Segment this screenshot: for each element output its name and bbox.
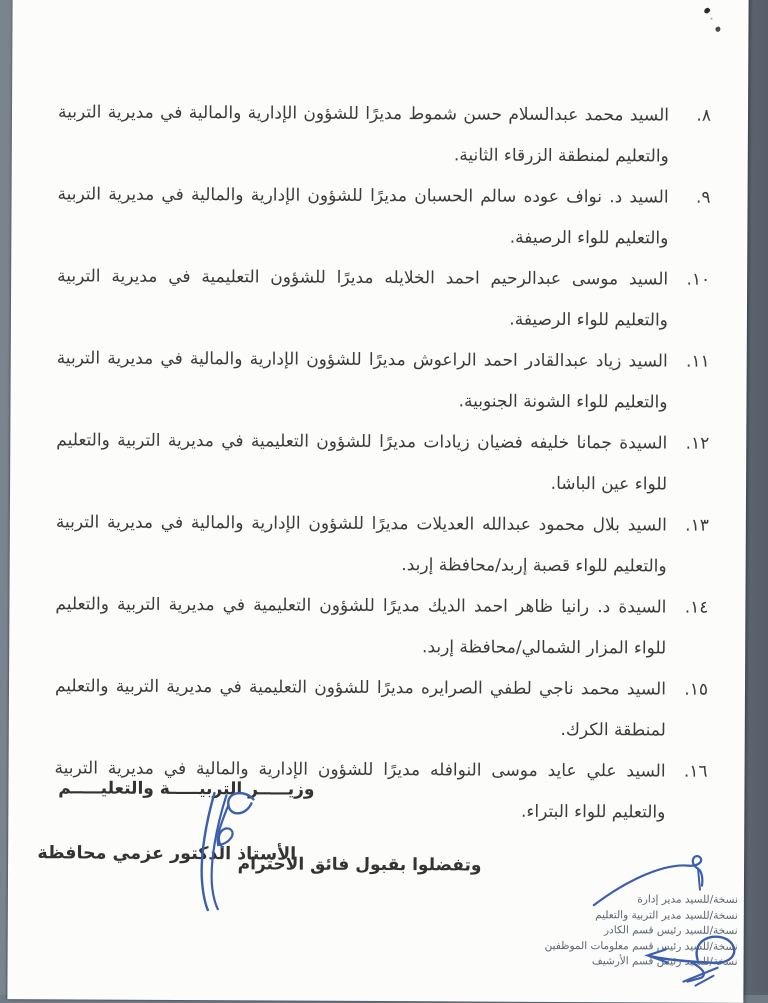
list-item: [55, 666, 710, 751]
cc-line: نسخة/للسيد رئيس قسم الأرشيف: [591, 955, 738, 968]
item-number: ١٦.: [683, 761, 708, 782]
list-item: [56, 420, 711, 505]
item-number: ٩.: [695, 187, 711, 208]
cc-line: نسخة/للسيد مدير إدارة: [637, 893, 738, 906]
item-text: السيدة د. رانيا ظاهر احمد الديك مديرًا للشؤون التعليمية في مديرية التربية والتعليم للواء المزار الشمالي/محافظة إربد.: [55, 594, 667, 659]
item-text: السيد علي عايد موسى النوافله مديرًا للشؤون الإدارية والمالية في مديرية التربية والتعليم للواء البتراء.: [54, 758, 666, 823]
approval-scribble-ink: [643, 929, 745, 988]
list-item: [58, 92, 713, 177]
item-number: ١٥.: [684, 679, 709, 700]
cc-line: نسخة/للسيد رئيس قسم معلومات الموظفين: [544, 939, 738, 953]
list-item: [56, 338, 711, 423]
cc-line: نسخة/للسيد رئيس قسم الكادر: [603, 924, 738, 937]
initials-flourish-ink: [588, 853, 720, 910]
item-number: ٨.: [696, 105, 712, 126]
list-item: [55, 584, 710, 669]
minister-title: وزيـــــر التربيـــــة والتعليـــــم: [58, 778, 315, 800]
appointment-list: [8, 0, 749, 877]
item-number: ١٤.: [684, 597, 709, 618]
item-text: السيد موسى عبدالرحيم احمد الخلايله مديرًا للشؤون التعليمية في مديرية التربية والتعليم للواء الرصيفة.: [57, 266, 669, 331]
item-text: السيد د. نواف عوده سالم الحسبان مديرًا للشؤون الإدارية والمالية في مديرية التربية والتعليم للواء الرصيفة.: [57, 184, 669, 249]
closing-salutation: وتفضلوا بقبول فائق الاحترام: [237, 854, 482, 876]
cc-line: نسخة/للسيد مدير التربية والتعليم: [595, 908, 738, 922]
letter-page: [7, 0, 748, 1003]
item-number: ١٢.: [685, 433, 710, 454]
list-item: [56, 502, 711, 587]
item-number: ١٠.: [686, 269, 711, 290]
item-text: السيد زياد عبدالقادر احمد الراعوش مديرًا للشؤون الإدارية والمالية في مديرية التربية والتعليم للواء الشونة الجنوبية.: [56, 348, 668, 413]
item-text: السيد بلال محمود عبدالله العديلات مديرًا للشؤون الإدارية والمالية في مديرية التربية والتعليم للواء قصبة إربد/محافظة إربد.: [55, 512, 667, 577]
minister-signature-ink: [156, 785, 269, 912]
minister-name: الأستاذ الدكتور عزمي محافظة: [37, 843, 297, 865]
item-text: السيدة جمانا خليفه فضيان زيادات مديرًا للشؤون التعليمية في مديرية التربية والتعليم للواء عين الباشا.: [56, 430, 668, 495]
item-number: ١١.: [685, 351, 710, 372]
item-text: السيد محمد عبدالسلام حسن شموط مديرًا للشؤون الإدارية والمالية في مديرية التربية والتعليم لمنطقة الزرقاء الثانية.: [57, 102, 670, 167]
item-number: ١٣.: [685, 515, 709, 536]
list-item: [57, 174, 712, 259]
list-item: [57, 256, 712, 341]
item-text: السيد محمد ناجي لطفي الصرايره مديرًا للشؤون التعليمية في مديرية التربية والتعليم لمنطقة الكرك.: [54, 676, 667, 741]
